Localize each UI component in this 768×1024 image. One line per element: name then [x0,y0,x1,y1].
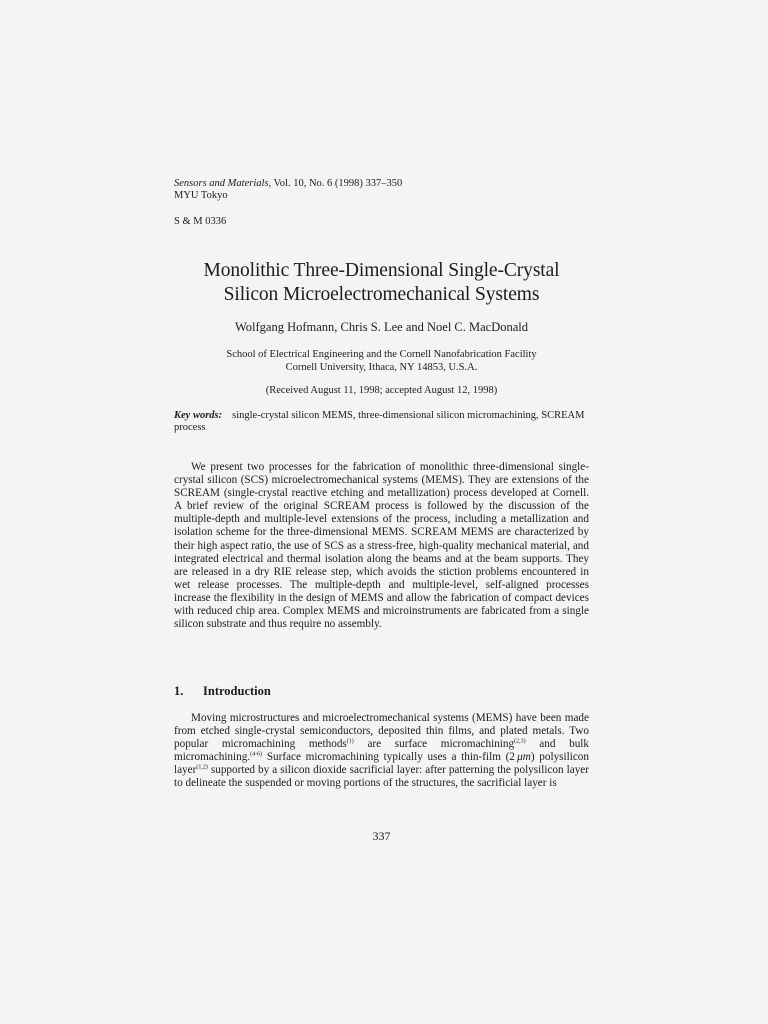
authors: Wolfgang Hofmann, Chris S. Lee and Noel C. MacDonald [234,320,529,334]
abstract: We present two processes for the fabrication of monolithic three-dimensional single-crystal silicon (SCS) microelectromechanical systems (MEMS). They are extensions of the SCREAM (single-crystal reactive etching and metallization) process developed at Cornell. A brief review of the original SCREAM process is followed by the discussion of the multiple-depth and multiple-level extensions of the process, including a metallization and isolation scheme for the three-dimensional MEMS. SCREAM MEMS are characterized by their high aspect ratio, the use of SCS as a stress-free, high-quality mechanical material, and integrated electrical and thermal isolation along the beams and at the beam supports. They are released in a dry RIE release step, which avoids the stiction problems encountered in wet release processes. The multiple-depth and multiple-level, self-aligned processes increase the flexibility in the design of MEMS and allow the fabrication of compact devices with reduced chip area. Complex MEMS and microinstruments are fabricated from a single silicon substrate and thus require no assembly. [174,461,589,631]
intro-paragraph: Moving microstructures and microelectromechanical systems (MEMS) have been made from etched single-crystal semiconductors, deposited thin films, and plated metals. Two popular micromachining methods$^{(1)}$ are surface micromachining$^{(2,3)}$ and bulk micromachining.$^{(4-6)}$ Surface micromachining typically uses a thin-film (2 μm) polysilicon layer$^{(1,2)}$ supported by a silicon dioxide sacrificial layer: after patterning the polysilicon layer to delineate the suspended or moving portions of the structures, the sacrificial layer is [174,712,590,790]
reference-marker: (4-6) [250,751,263,758]
reference-marker: (2,3) [514,738,526,745]
title-line-1: Monolithic Three-Dimensional Single-Crystal [203,260,560,281]
affiliation [174,348,589,374]
affiliation-line-2: Cornell University, Ithaca, NY 14853, U.S.A. [285,362,478,373]
paper-title [174,259,589,307]
keywords [174,410,589,434]
unit: μm [517,751,531,764]
title-line-2: Silicon Microelectromechanical Systems [223,284,540,305]
page-number: 337 [372,829,391,843]
section-number: 1. [174,684,184,698]
publisher: MYU Tokyo [174,190,228,201]
reference-marker: (1,2) [196,764,208,771]
article-code: S & M 0336 [174,216,227,227]
section-title: Introduction [203,684,271,698]
journal-name: Sensors and Materials [174,178,269,189]
journal-citation [174,178,589,202]
section-heading [174,684,589,699]
received-dates: (Received August 11, 1998; accepted August 12, 1998) [265,385,498,396]
journal-line [174,178,589,190]
keywords-label: Key words: [174,410,223,421]
keywords-text: single-crystal silicon MEMS, three-dimensional silicon micromachining, SCREAM process [174,410,585,433]
journal-details: , Vol. 10, No. 6 (1998) 337–350 [268,178,403,189]
reference-marker: (1) [346,738,354,745]
affiliation-line-1: School of Electrical Engineering and the Cornell Nanofabrication Facility [226,349,537,360]
